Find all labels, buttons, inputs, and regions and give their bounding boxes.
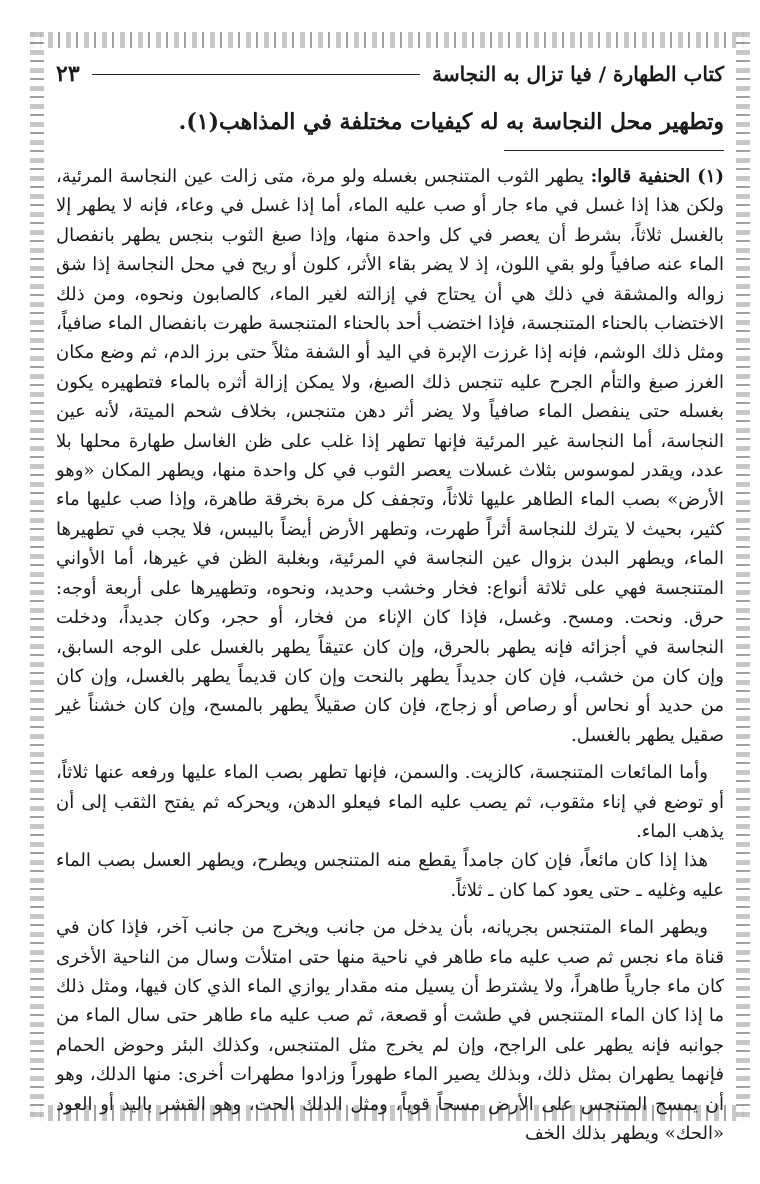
intro-text: وتطهير محل النجاسة به له كيفيات مختلفة في المذاهب(١).	[178, 109, 724, 135]
footnote-paragraph-1	[56, 162, 724, 750]
footnote-paragraph-2: وأما المائعات المتنجسة، كالزيت. والسمن، فإنها تطهر بصب الماء عليها ورفعه عنها ثلاثاً، أو توضع في إناء مثقوب، ثم يصب عليه الماء فيعلو الدهن، ويحركه ثم يفتح الثقب إلى أن يذهب الماء.	[56, 762, 724, 842]
running-head-rule	[92, 74, 420, 75]
footnote-separator	[504, 150, 724, 151]
running-head	[56, 58, 724, 90]
ornamental-border-left	[30, 32, 44, 1121]
ornamental-border-right	[736, 32, 750, 1121]
footnote-paragraph-3: هذا إذا كان مائعاً، فإن كان جامداً يقطع منه المتنجس ويطرح، ويطهر العسل بصب الماء عليه وغليه ـ حتى يعود كما كان ـ ثلاثاً.	[56, 850, 724, 901]
footnote-block	[56, 162, 724, 1148]
footnote-label: (١) الحنفية قالوا:	[590, 166, 724, 187]
running-head-title: كتاب الطهارة / فيا تزال به النجاسة	[432, 62, 724, 86]
footnote-text-1: يطهر الثوب المتنجس بغسله ولو مرة، متى زالت عين النجاسة المرئية، ولكن هذا إذا غسل في ماء جار أو صب عليه الماء، أما إذا غسل في وعاء، فإنه لا يطهر إلا بالغسل ثلاثاً، بشرط أن يعصر في كل واحدة منها، وإذا صبغ الثوب بنجس يطهر بانفصال الماء عنه صافياً ولو بقي اللون، إذ لا يضر بقاء الأثر، كلون أو ريح في محل النجاسة إذا شق زواله والمشقة في ذلك هي أن يحتاج في إزالته لغير الماء، كالصابون ونحوه، ومن ذلك الاختضاب بالحناء المتنجسة، فإذا اختضب أحد بالحناء المتنجسة طهرت بانفصال الماء صافياً، ومثل ذلك الوشم، فإنه إذا غرزت الإبرة في اليد أو الشفة مثلاً حتى برز الدم، ثم وضع مكان الغرز صبغ والتأم الجرح عليه تنجس ذلك الصبغ، ولا يمكن إزالة أثره بالماء فتطهيره يكون بغسله حتى ينفصل الماء صافياً ولا يضر أثر دهن متنجس، بخلاف شحم الميتة، لأنه عين النجاسة، أما النجاسة غير المرئية فإنها تطهر إذا غلب على ظن الغاسل طهارة محلها بلا عدد، ويقدر لموسوس بثلاث غسلات يعصر الثوب في كل واحدة منها، ويطهر المكان «وهو الأرض» بصب الماء الطاهر عليها ثلاثاً، وتجفف كل مرة بخرقة طاهرة، وإذا صب عليها ماء كثير، بحيث لا يترك للنجاسة أثراً طهرت، وتطهر الأرض أيضاً باليبس، فلا يجب في تطهيرها الماء، ويطهر البدن بزوال عين النجاسة في المرئية، وبغلبة الظن في غيرها، أما الأواني المتنجسة فهي على ثلاثة أنواع: فخار وخشب وحديد، ونحوه، وتطهيرها على أربعة أوجه: حرق. ونحت. ومسح. وغسل، فإذا كان الإناء من فخار، أو حجر، وكان جديداً، ودخلت النجاسة في أجزائه فإنه يطهر بالحرق، وإن كان عتيقاً يطهر بالغسل على الوجه السابق، وإن كان من خشب، فإن كان جديداً يطهر بالنحت وإن كان قديماً يطهر بالغسل، وإن كان من حديد أو نحاس أو رصاص أو زجاج، فإن كان صقيلاً يطهر بالمسح، وإن كان خشناً غير صقيل يطهر بالغسل.	[56, 166, 725, 746]
footnote-paragraph-4: ويطهر الماء المتنجس بجريانه، بأن يدخل من جانب ويخرج من جانب آخر، فإذا كان في قناة ماء نجس ثم صب عليه ماء طاهر في ناحية منها حتى امتلأت وسال من الناحية الأخرى كان ماء جارياً طاهراً، ولا يشترط أن يسيل منه مقدار يوازي الماء الذي كان فيها، ومثل ذلك ما إذا كان الماء المتنجس في طشت أو قصعة، ثم صب عليه ماء طاهر حتى سال الماء من جوانبه فإنه يطهر على الراجح، وإن لم يخرج مثل المتنجس، وكذلك البئر وحوض الحمام فإنهما يطهران بمثل ذلك، وبذلك يصير الماء طهوراً وزادوا مطهرات أخرى: منها الدلك، وهو أن يمسح المتنجس على الأرض مسحاً قوياً، ومثل الدلك الحت، وهو القشر باليد أو العود «الحك» ويطهر بذلك الخف	[56, 917, 725, 1144]
ornamental-border-top	[30, 32, 750, 48]
page-number: ٢٣	[56, 61, 80, 87]
